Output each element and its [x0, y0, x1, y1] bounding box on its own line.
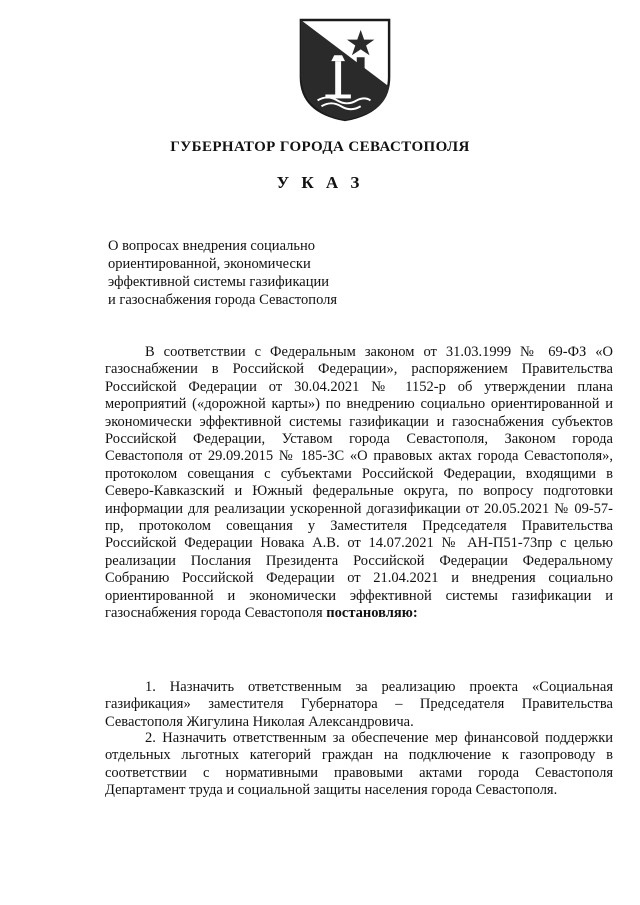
decree-item-1: 1. Назначить ответственным за реализацию проекта «Социальная газификация» заместителя Губернатора – Председателя Правительства Севастополя Жигулина Николая Александровича.: [105, 679, 613, 730]
subject-line: эффективной системы газификации: [108, 274, 329, 290]
resolve-word: постановляю:: [326, 605, 418, 622]
decree-item-2: 2. Назначить ответственным за обеспечение мер финансовой поддержки отдельных льготных категорий граждан на подключение к газопроводу в соответствии с нормативными правовыми актами города Севастополя Департамент труда и социальной защиты населения города Севастополя.: [105, 730, 613, 799]
governor-title: ГУБЕРНАТОР ГОРОДА СЕВАСТОПОЛЯ: [170, 139, 470, 155]
subject-line: О вопросах внедрения социально: [108, 238, 315, 254]
document-type-title: У К А З: [276, 173, 364, 192]
sevastopol-coat-of-arms-icon: [296, 16, 394, 124]
decree-subject: [108, 237, 337, 309]
preamble-text: В соответствии с Федеральным законом от 31.03.1999 № 69-ФЗ «О газоснабжении в Российской Федерации», распоряжением Правительства Российской Федерации от 30.04.2021 № 1152-р об утверждении плана мероприятий («дорожной карты») по внедрению социально ориентированной и экономически эффективной системы газификации и газоснабжения субъектов Российской Федерации, Уставом города Севастополя, Законом города Севастополя от 29.09.2015 № 185-ЗС «О правовых актах города Севастополя», протоколом совещания с субъектами Российской Федерации, входящими в Северо-Кавказский и Южный федеральные округа, по вопросу подготовки информации для реализации ускоренной догазификации от 20.05.2021 № 09-57-пр, протоколом совещания у Заместителя Председателя Правительства Российской Федерации Новака А.В. от 14.07.2021 № АН-П51-73пр с целью реализации Послания Президента Российской Федерации Федеральному Собранию Российской Федерации от 21.04.2021 и внедрения социально ориентированной и экономически эффективной системы газификации и газоснабжения города Севастополя: [105, 344, 613, 622]
subject-line: и газоснабжения города Севастополя: [108, 292, 338, 308]
subject-line: ориентированной, экономически: [108, 256, 311, 272]
preamble-paragraph: [105, 344, 613, 623]
